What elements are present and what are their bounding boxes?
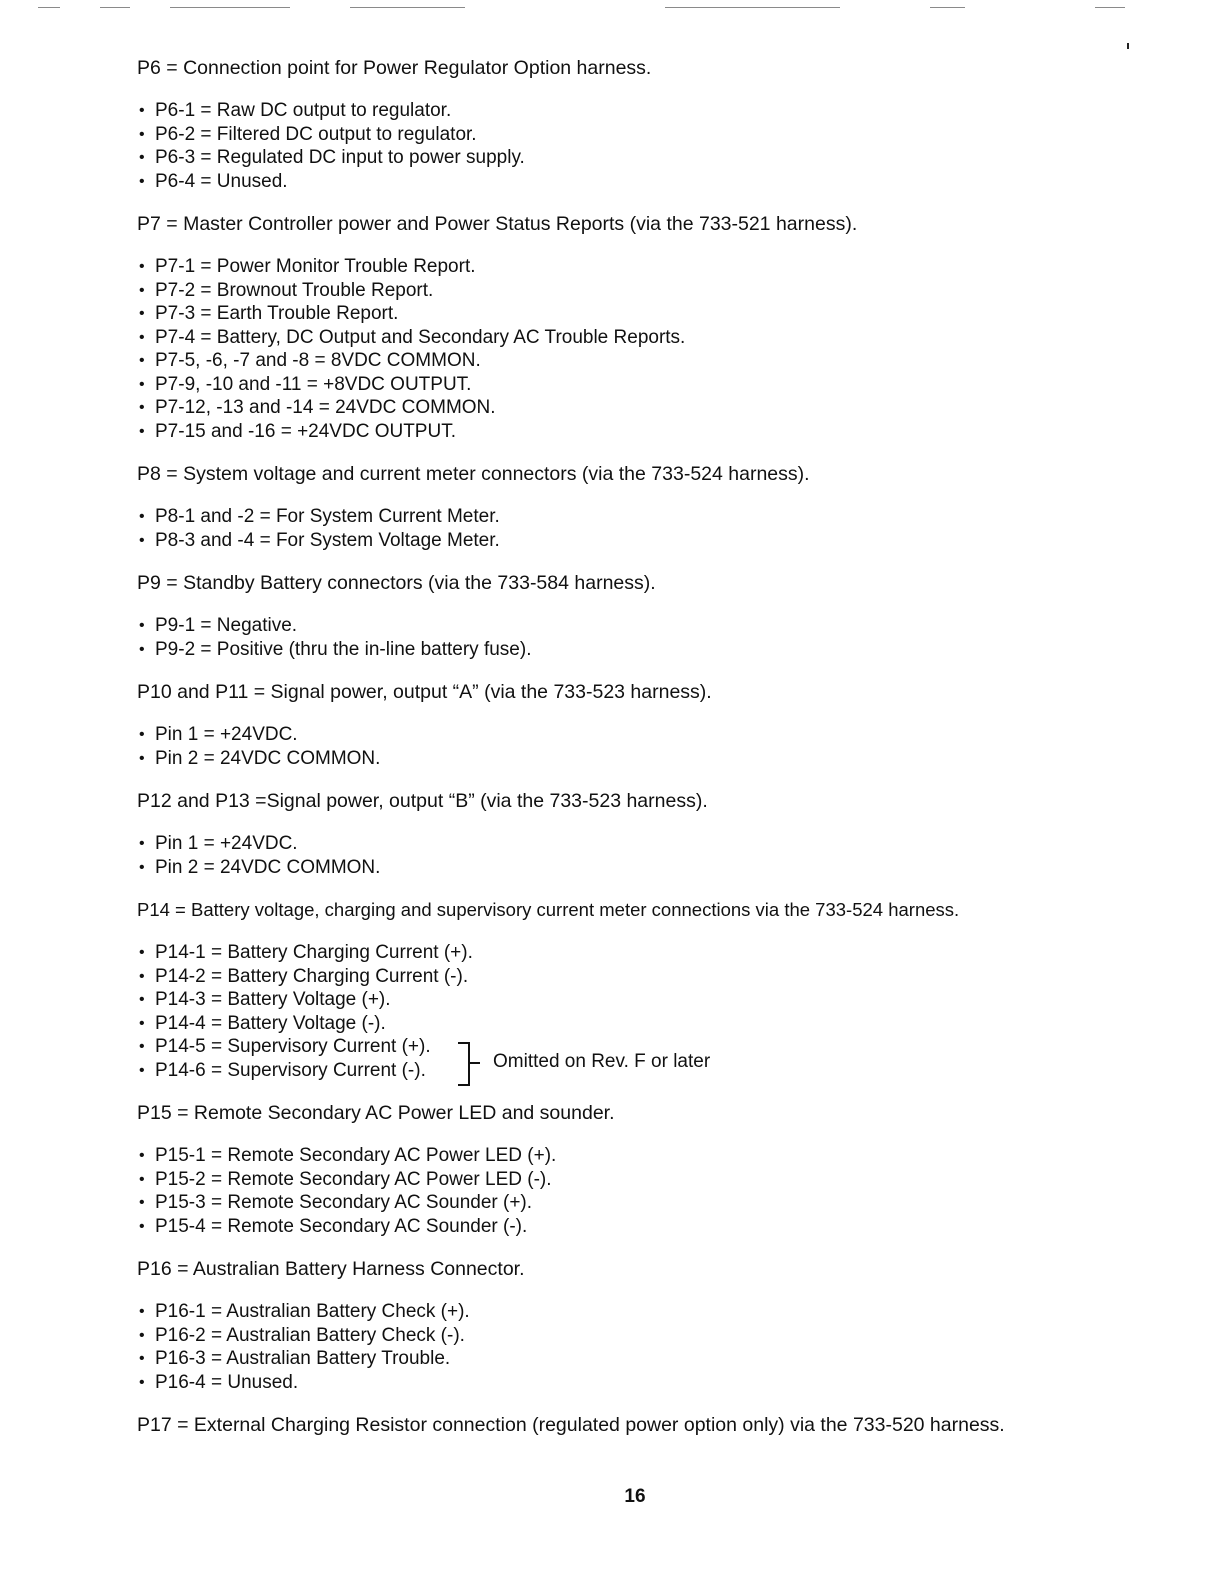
list-item: • P9-2 = Positive (thru the in-line battery fuse). xyxy=(139,638,532,660)
scan-artifact-line xyxy=(930,7,965,8)
list-item: • P15-3 = Remote Secondary AC Sounder (+). xyxy=(139,1192,533,1213)
section-p14 xyxy=(137,898,1137,1082)
list-item: • P16-1 = Australian Battery Check (+). xyxy=(139,1301,470,1322)
section-heading: P7 = Master Controller power and Power Status Reports (via the 733-521 harness). xyxy=(137,213,858,235)
scan-artifact-mark xyxy=(1127,43,1129,49)
page-number: 16 xyxy=(624,1486,646,1507)
list-item: • P15-1 = Remote Secondary AC Power LED (+). xyxy=(139,1145,557,1166)
bracket-icon xyxy=(458,1042,470,1086)
bullet-icon: • xyxy=(139,1217,145,1235)
bullet-icon: • xyxy=(139,125,145,143)
bullet-icon: • xyxy=(139,1038,145,1055)
bullet-icon: • xyxy=(139,258,145,275)
bullet-icon: • xyxy=(139,149,145,166)
omitted-pins-group xyxy=(137,1035,1137,1082)
bullet-icon: • xyxy=(139,1194,145,1211)
list-item: • Pin 2 = 24VDC COMMON. xyxy=(139,747,381,769)
bullet-icon: • xyxy=(139,1147,145,1164)
section-heading: P10 and P11 = Signal power, output “A” (via the 733-523 harness). xyxy=(137,681,712,703)
section-p17 xyxy=(137,1413,1137,1437)
list-item: • P7-3 = Earth Trouble Report. xyxy=(139,303,399,324)
list-item: • P15-2 = Remote Secondary AC Power LED (-). xyxy=(139,1168,552,1190)
section-heading: P16 = Australian Battery Harness Connector. xyxy=(137,1258,525,1280)
bullet-icon: • xyxy=(139,1014,145,1032)
bullet-icon: • xyxy=(139,1350,145,1367)
scan-artifact-line xyxy=(38,7,60,8)
pin-list xyxy=(137,614,1137,661)
bullet-icon: • xyxy=(139,640,145,658)
section-heading: P9 = Standby Battery connectors (via the 733-584 harness). xyxy=(137,572,656,594)
list-item: • P14-4 = Battery Voltage (-). xyxy=(139,1012,386,1034)
scan-artifact-line xyxy=(100,7,130,8)
section-p9 xyxy=(137,571,1137,661)
scan-artifact-line xyxy=(170,7,290,8)
bullet-icon: • xyxy=(139,726,145,743)
bullet-icon: • xyxy=(139,835,145,852)
list-item: • P14-6 = Supervisory Current (-). xyxy=(139,1059,426,1081)
list-item: • P14-2 = Battery Charging Current (-). xyxy=(139,965,469,987)
bullet-icon: • xyxy=(139,1373,145,1391)
bracket-tick xyxy=(470,1062,480,1064)
list-item: • P16-2 = Australian Battery Check (-). xyxy=(139,1324,465,1346)
section-heading: P8 = System voltage and current meter connectors (via the 733-524 harness). xyxy=(137,463,810,485)
list-item: • P7-5, -6, -7 and -8 = 8VDC COMMON. xyxy=(139,350,481,371)
bullet-icon: • xyxy=(139,1303,145,1320)
list-item: • P7-2 = Brownout Trouble Report. xyxy=(139,279,434,301)
bullet-icon: • xyxy=(139,991,145,1008)
bullet-icon: • xyxy=(139,858,145,876)
list-item: • P6-2 = Filtered DC output to regulator. xyxy=(139,123,477,145)
list-item: • P14-3 = Battery Voltage (+). xyxy=(139,989,391,1010)
list-item: • P7-1 = Power Monitor Trouble Report. xyxy=(139,256,476,277)
list-item: • Pin 2 = 24VDC COMMON. xyxy=(139,856,381,878)
section-heading: P15 = Remote Secondary AC Power LED and sounder. xyxy=(137,1102,615,1124)
bullet-icon: • xyxy=(139,617,145,634)
section-heading: P14 = Battery voltage, charging and supervisory current meter connections via the 733-524 harness. xyxy=(137,899,960,920)
bullet-icon: • xyxy=(139,399,145,416)
bracket-note: Omitted on Rev. F or later xyxy=(493,1051,711,1072)
bullet-icon: • xyxy=(139,305,145,322)
bullet-icon: • xyxy=(139,967,145,985)
section-heading: P6 = Connection point for Power Regulator Option harness. xyxy=(137,57,652,79)
list-item: • P15-4 = Remote Secondary AC Sounder (-). xyxy=(139,1215,528,1237)
section-heading: P12 and P13 =Signal power, output “B” (via the 733-523 harness). xyxy=(137,790,708,812)
list-item: • Pin 1 = +24VDC. xyxy=(139,833,298,854)
list-item: • P8-3 and -4 = For System Voltage Meter. xyxy=(139,529,500,551)
list-item: • P14-5 = Supervisory Current (+). xyxy=(139,1036,431,1057)
bullet-icon: • xyxy=(139,102,145,119)
bullet-icon: • xyxy=(139,1061,145,1079)
section-heading: P17 = External Charging Resistor connection (regulated power option only) via the 733-520 harness. xyxy=(137,1414,1005,1436)
bullet-icon: • xyxy=(139,531,145,549)
scan-artifact-line xyxy=(665,7,840,8)
section-p15 xyxy=(137,1101,1137,1238)
list-item: • Pin 1 = +24VDC. xyxy=(139,724,298,745)
list-item: • P7-15 and -16 = +24VDC OUTPUT. xyxy=(139,420,456,442)
bullet-icon: • xyxy=(139,944,145,961)
list-item: • P9-1 = Negative. xyxy=(139,615,298,636)
pin-list xyxy=(137,941,1137,1035)
list-item: • P7-12, -13 and -14 = 24VDC COMMON. xyxy=(139,397,496,418)
section-p8 xyxy=(137,462,1137,552)
list-item: • P8-1 and -2 = For System Current Meter. xyxy=(139,506,500,527)
list-item: • P6-1 = Raw DC output to regulator. xyxy=(139,100,452,121)
list-item: • P16-4 = Unused. xyxy=(139,1371,299,1393)
list-item: • P6-4 = Unused. xyxy=(139,170,288,192)
pin-list xyxy=(137,1144,1137,1238)
list-item: • P7-4 = Battery, DC Output and Secondary AC Trouble Reports. xyxy=(139,326,686,348)
pin-list xyxy=(137,832,1137,879)
bullet-icon: • xyxy=(139,375,145,393)
bullet-icon: • xyxy=(139,1326,145,1344)
section-p7 xyxy=(137,212,1137,443)
bullet-icon: • xyxy=(139,172,145,190)
section-p16 xyxy=(137,1257,1137,1394)
section-p12-p13 xyxy=(137,789,1137,879)
bullet-icon: • xyxy=(139,749,145,767)
scan-artifact-line xyxy=(350,7,465,8)
bullet-icon: • xyxy=(139,328,145,346)
list-item: • P16-3 = Australian Battery Trouble. xyxy=(139,1348,451,1369)
pin-list xyxy=(137,255,1137,443)
bullet-icon: • xyxy=(139,508,145,525)
list-item: • P6-3 = Regulated DC input to power supply. xyxy=(139,147,525,168)
pin-list xyxy=(137,723,1137,770)
section-p10-p11 xyxy=(137,680,1137,770)
bullet-icon: • xyxy=(139,422,145,440)
list-item: • P7-9, -10 and -11 = +8VDC OUTPUT. xyxy=(139,373,472,395)
document-body xyxy=(137,56,1137,1437)
pin-list xyxy=(137,1300,1137,1394)
section-p6 xyxy=(137,56,1137,193)
list-item: • P14-1 = Battery Charging Current (+). xyxy=(139,942,473,963)
bullet-icon: • xyxy=(139,281,145,299)
scan-artifact-line xyxy=(1095,7,1125,8)
pin-list xyxy=(137,99,1137,193)
bullet-icon: • xyxy=(139,1170,145,1188)
pin-list xyxy=(137,505,1137,552)
bullet-icon: • xyxy=(139,352,145,369)
